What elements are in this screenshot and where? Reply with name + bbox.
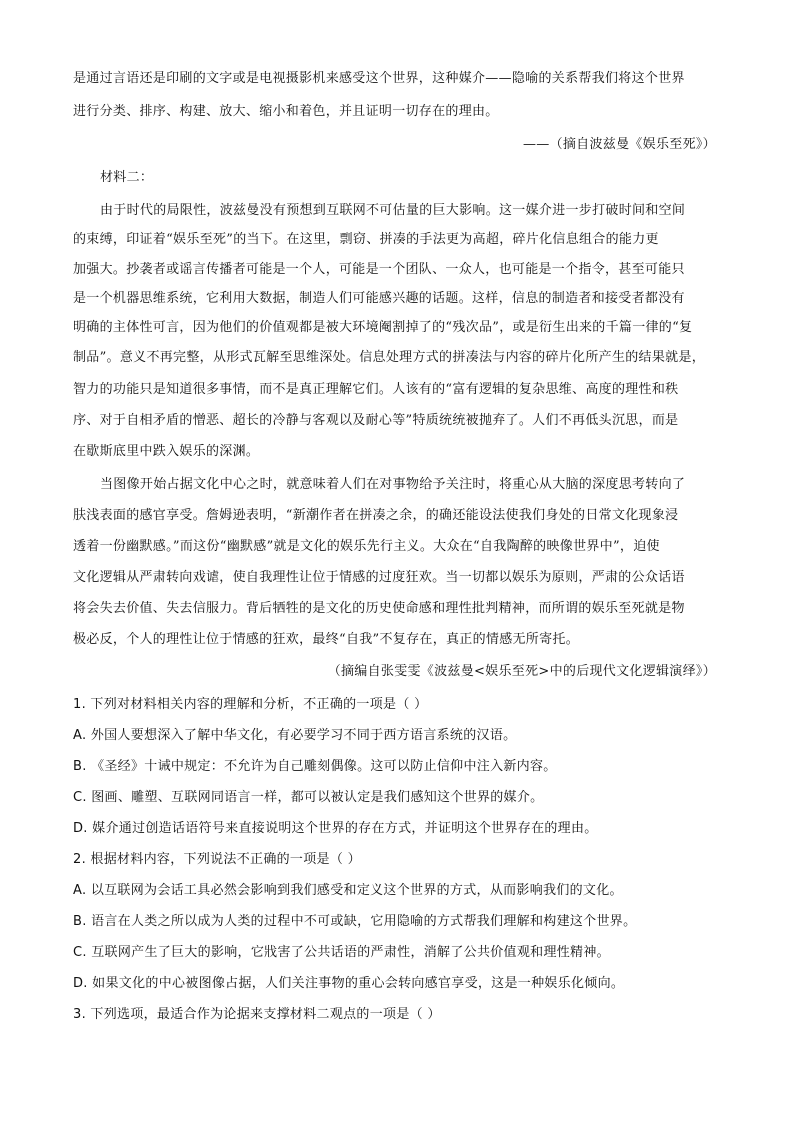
- passage-line: 制品”。意义不再完整，从形式瓦解至思维深处。信息处理方式的拼凑法与内容的碎片化所产生的结果就是，: [73, 350, 706, 365]
- material-heading: 材料二：: [100, 170, 154, 185]
- question-stem: 2. 根据材料内容，下列说法不正确的一项是（ ）: [73, 852, 361, 867]
- passage-line: 加强大。抄袭者或谣言传播者可能是一个人，可能是一个团队、一众人，也可能是一个指令，甚至可能只: [73, 262, 685, 277]
- question-option: D. 媒介通过创造话语符号来直接说明这个世界的存在方式，并证明这个世界存在的理由。: [73, 821, 598, 836]
- source-citation: （摘编自张雯雯《波兹曼<娱乐至死>中的后现代文化逻辑演绎》）: [327, 664, 716, 679]
- question-option: C. 互联网产生了巨大的影响，它戕害了公共话语的严肃性，消解了公共价值观和理性精神。: [73, 945, 610, 960]
- question-option: D. 如果文化的中心被图像占据，人们关注事物的重心会转向感官享受，这是一种娱乐化倾向。: [73, 976, 625, 991]
- passage-line: 文化逻辑从严肃转向戏谑，使自我理性让位于情感的过度狂欢。当一切都以娱乐为原则，严肃的公众话语: [73, 570, 685, 585]
- passage-line: 是一个机器思维系统，它利用大数据，制造人们可能感兴趣的话题。这样，信息的制造者和接受者都没有: [73, 291, 685, 306]
- passage-line: 肤浅表面的感官享受。詹姆逊表明，“新潮作者在拼凑之余，的确还能设法使我们身处的日常文化现象浸: [73, 508, 679, 523]
- question-option: A. 以互联网为会话工具必然会影响到我们感受和定义这个世界的方式，从而影响我们的文化。: [73, 883, 623, 898]
- question-option: C. 图画、雕塑、互联网同语言一样，都可以被认定是我们感知这个世界的媒介。: [73, 790, 544, 805]
- question-option: A. 外国人要想深入了解中华文化，有必要学习不同于西方语言系统的汉语。: [73, 728, 517, 743]
- passage-line: 将会失去价值、失去信服力。背后牺牲的是文化的历史使命感和理性批判精神，而所谓的娱乐至死就是物: [73, 601, 685, 616]
- question-option: B. 《圣经》十诫中规定：不允许为自己雕刻偶像。这可以防止信仰中注入新内容。: [73, 759, 557, 774]
- question-stem: 3. 下列选项，最适合作为论据来支撑材料二观点的一项是（ ）: [73, 1007, 441, 1022]
- passage-line: 明确的主体性可言，因为他们的价值观都是被大环境阉割掉了的“残次品”，或是衍生出来的千篇一律的“复: [73, 320, 693, 335]
- question-stem: 1. 下列对材料相关内容的理解和分析，不正确的一项是（ ）: [73, 697, 428, 712]
- passage-line: 进行分类、排序、构建、放大、缩小和着色，并且证明一切存在的理由。: [73, 104, 499, 119]
- passage-line: 透着一份幽默感。”而这份“幽默感”就是文化的娱乐先行主义。大众在“自我陶醉的映像世界中”，迫使: [73, 539, 660, 554]
- question-option: B. 语言在人类之所以成为人类的过程中不可或缺，它用隐喻的方式帮我们理解和构建这个世界。: [73, 914, 637, 929]
- passage-line: 在歇斯底里中跌入娱乐的深渊。: [73, 444, 260, 459]
- passage-line: 当图像开始占据文化中心之时，就意味着人们在对事物给予关注时，将重心从大脑的深度思考转向了: [100, 477, 686, 492]
- passage-line: 由于时代的局限性，波兹曼没有预想到互联网不可估量的巨大影响。这一媒介进一步打破时间和空间: [100, 203, 686, 218]
- source-citation: ——（摘自波兹曼《娱乐至死》）: [522, 137, 716, 152]
- passage-line: 极必反，个人的理性让位于情感的狂欢，最终“自我”不复存在，真正的情感无所寄托。: [73, 632, 579, 647]
- passage-line: 的束缚，印证着“娱乐至死”的当下。在这里，剽窃、拼凑的手法更为高超，碎片化信息组合的能力更: [73, 232, 659, 247]
- passage-line: 智力的功能只是知道很多事情，而不是真正理解它们。人该有的“富有逻辑的复杂思维、高度的理性和秩: [73, 382, 679, 397]
- passage-line: 序、对于自相矛盾的憎恶、超长的冷静与客观以及耐心等”特质统统被抛弃了。人们不再低头沉思，而是: [73, 413, 679, 428]
- passage-line: 是通过言语还是印刷的文字或是电视摄影机来感受这个世界，这种媒介——隐喻的关系帮我们将这个世界: [73, 71, 685, 86]
